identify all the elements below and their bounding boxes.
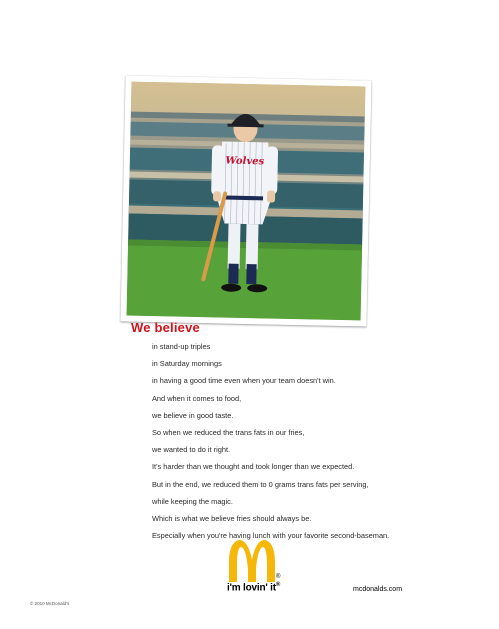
body-line: And when it comes to food, — [152, 393, 242, 403]
body-line: in Saturday mornings — [152, 359, 222, 369]
website-url: mcdonalds.com — [353, 586, 403, 593]
golden-arches-logo — [226, 540, 281, 582]
body-line: But in the end, we reduced them to 0 grams trans fats per serving, — [152, 479, 369, 489]
body-line: in stand-up triples — [152, 342, 211, 351]
body-line: we believe in good taste. — [152, 410, 234, 420]
logo-registered-mark: ® — [276, 574, 281, 580]
baseball-boy-photo — [127, 82, 366, 321]
body-line: while keeping the magic. — [152, 496, 233, 506]
body-line: It's harder than we thought and took longer than we expected. — [152, 462, 355, 472]
tagline-text: i'm lovin' it — [227, 582, 276, 594]
body-line: Especially when you're having lunch with your favorite second-baseman. — [152, 531, 390, 541]
body-line: Which is what we believe fries should always be. — [152, 513, 312, 523]
stadium-scene — [127, 82, 366, 321]
tagline-registered-mark: ® — [275, 582, 281, 588]
headline: We believe — [131, 320, 200, 335]
copyright-notice: © 2010 McDonald's — [30, 601, 70, 606]
tagline — [227, 582, 280, 593]
body-line: in having a good time even when your team doesn't win. — [152, 376, 336, 386]
body-line: we wanted to do it right. — [152, 445, 231, 455]
body-line: So when we reduced the trans fats in our fries, — [152, 427, 305, 437]
body-copy — [152, 342, 472, 548]
jersey-script-text: Wolves — [225, 155, 265, 168]
photo-frame — [120, 75, 371, 326]
